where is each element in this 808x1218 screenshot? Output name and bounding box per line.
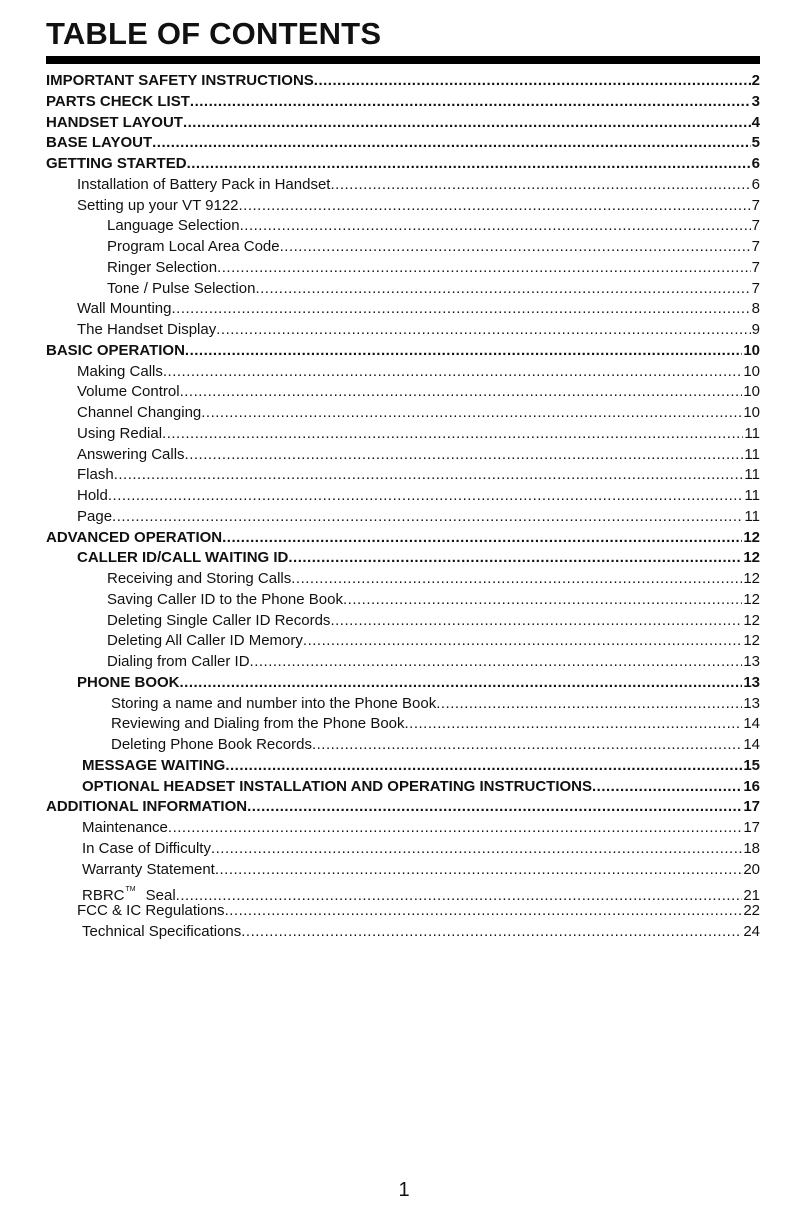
toc-entry-page: 11 xyxy=(744,424,760,442)
toc-entry[interactable] xyxy=(46,860,760,881)
toc-entry[interactable] xyxy=(46,424,760,445)
toc-entry-page: 7 xyxy=(751,258,760,276)
toc-entry-label: Setting up your VT 9122 xyxy=(77,196,239,214)
toc-entry-page: 12 xyxy=(743,570,760,587)
toc-entry[interactable] xyxy=(46,403,760,424)
toc-entry-page: 10 xyxy=(743,404,760,421)
toc-entry-label: Ringer Selection xyxy=(107,258,218,276)
dot-leader xyxy=(280,237,751,258)
toc-entry[interactable] xyxy=(46,673,760,694)
toc-entry-page: 2 xyxy=(751,72,760,89)
toc-entry-page: 6 xyxy=(751,155,760,172)
toc-entry-page: 3 xyxy=(751,92,760,110)
toc-entry-label: Receiving and Storing Calls xyxy=(107,570,292,587)
toc-entry-page: 10 xyxy=(743,341,760,359)
dot-leader xyxy=(405,714,743,735)
dot-leader xyxy=(225,901,743,922)
toc-entry-label: HANDSET LAYOUT xyxy=(46,113,183,131)
toc-entry-label: Program Local Area Code xyxy=(107,238,280,255)
dot-leader xyxy=(108,486,744,507)
toc-entry-label: Tone / Pulse Selection xyxy=(107,279,256,297)
dot-leader xyxy=(180,382,743,403)
toc-entry-page: 11 xyxy=(744,445,760,463)
dot-leader xyxy=(225,756,742,777)
toc-entry-page: 7 xyxy=(751,238,760,255)
dot-leader xyxy=(168,818,742,839)
toc-entry-page: 9 xyxy=(751,321,760,338)
toc-entry[interactable] xyxy=(46,320,760,341)
toc-entry[interactable] xyxy=(46,880,760,901)
toc-entry[interactable] xyxy=(46,548,760,569)
dot-leader xyxy=(255,279,750,300)
dot-leader xyxy=(185,445,744,466)
toc-entry[interactable] xyxy=(46,258,760,279)
dot-leader xyxy=(190,92,751,113)
toc-entry-label: Flash xyxy=(77,466,114,484)
toc-entry-label: Channel Changing xyxy=(77,404,202,421)
toc-entry[interactable] xyxy=(46,694,760,715)
toc-entry[interactable] xyxy=(46,507,760,528)
toc-entry-page: 5 xyxy=(751,134,760,152)
toc-entry-page: 12 xyxy=(743,590,760,608)
toc-entry-page: 17 xyxy=(743,819,760,836)
dot-leader xyxy=(201,403,742,424)
toc-entry-page: 21 xyxy=(743,887,760,901)
toc-entry-label: Reviewing and Dialing from the Phone Book xyxy=(111,715,405,733)
toc-entry-label: Making Calls xyxy=(77,362,163,380)
toc-entry-label: Deleting Single Caller ID Records xyxy=(107,611,331,629)
toc-entry[interactable] xyxy=(46,922,760,943)
toc-entry-page: 24 xyxy=(743,922,760,940)
toc-entry[interactable] xyxy=(46,299,760,320)
page-number: 1 xyxy=(398,1179,410,1201)
toc-entry-page: 10 xyxy=(743,383,760,401)
dot-leader xyxy=(314,71,751,92)
dot-leader xyxy=(183,113,751,134)
toc-entry-label: OPTIONAL HEADSET INSTALLATION AND OPERATING INSTRUCTIONS xyxy=(82,777,592,795)
dot-leader xyxy=(288,548,742,569)
toc-entry-page: 11 xyxy=(744,507,760,525)
toc-entry[interactable] xyxy=(46,279,760,300)
toc-entry-page: 7 xyxy=(751,217,760,235)
dot-leader xyxy=(171,299,750,320)
toc-entry-label: BASIC OPERATION xyxy=(46,341,185,359)
toc-entry-page: 7 xyxy=(751,196,760,214)
toc-entry-page: 11 xyxy=(744,466,760,484)
toc-entry-page: 11 xyxy=(744,487,760,504)
dot-leader xyxy=(211,839,742,860)
dot-leader xyxy=(215,860,742,881)
toc-entry-label: Page xyxy=(77,507,113,525)
dot-leader xyxy=(343,590,742,611)
toc-entry-label: Saving Caller ID to the Phone Book xyxy=(107,590,343,608)
toc-entry[interactable] xyxy=(46,652,760,673)
toc-entry[interactable] xyxy=(46,237,760,258)
dot-leader xyxy=(176,886,743,901)
toc-entry[interactable] xyxy=(46,611,760,632)
toc-entry-label: Technical Specifications xyxy=(82,922,242,940)
trademark-mark: TM xyxy=(125,886,136,894)
toc-entry-page: 17 xyxy=(743,798,760,816)
toc-entry[interactable] xyxy=(46,175,760,196)
toc-entry[interactable] xyxy=(46,631,760,652)
toc-entry-page: 7 xyxy=(751,279,760,297)
toc-entry-label: GETTING STARTED xyxy=(46,155,187,172)
dot-leader xyxy=(303,631,742,652)
toc-entry-label: Dialing from Caller ID xyxy=(107,653,250,670)
toc-entry-page: 4 xyxy=(751,113,760,131)
dot-leader xyxy=(217,258,751,279)
dot-leader xyxy=(114,465,744,486)
dot-leader xyxy=(592,777,742,798)
toc-entry[interactable] xyxy=(46,569,760,590)
toc-entry[interactable] xyxy=(46,154,760,175)
toc-entry-page: 15 xyxy=(743,756,760,774)
toc-entry[interactable] xyxy=(46,901,760,922)
toc-entry-label: IMPORTANT SAFETY INSTRUCTIONS xyxy=(46,72,314,89)
toc-entry[interactable] xyxy=(46,362,760,383)
toc-entry-page: 10 xyxy=(743,362,760,380)
toc-entry[interactable] xyxy=(46,341,760,362)
toc-entry-label: MESSAGE WAITING xyxy=(82,756,226,774)
dot-leader xyxy=(163,362,742,383)
toc-entry[interactable] xyxy=(46,714,760,735)
page-title: TABLE OF CONTENTS xyxy=(46,16,382,51)
toc-entry-label: Wall Mounting xyxy=(77,300,172,318)
toc-entry[interactable] xyxy=(46,216,760,237)
toc-entry-label: ADDITIONAL INFORMATION xyxy=(46,798,248,816)
table-of-contents xyxy=(46,71,760,943)
toc-entry-label: Hold xyxy=(77,487,108,504)
toc-entry-label: Deleting Phone Book Records xyxy=(111,736,312,753)
toc-entry[interactable] xyxy=(46,818,760,839)
toc-entry-label: Warranty Statement xyxy=(82,860,215,878)
toc-entry-label: Installation of Battery Pack in Handset xyxy=(77,175,331,193)
toc-entry-label: BASE LAYOUT xyxy=(46,134,153,152)
toc-entry-label: Maintenance xyxy=(82,819,168,836)
dot-leader xyxy=(187,154,751,175)
toc-entry-page: 13 xyxy=(743,653,760,670)
dot-leader xyxy=(291,569,742,590)
toc-entry-page: 12 xyxy=(743,549,760,567)
toc-entry[interactable] xyxy=(46,797,760,818)
dot-leader xyxy=(222,528,742,549)
dot-leader xyxy=(240,216,751,237)
toc-entry-label: RBRC™ Seal xyxy=(82,886,176,901)
dot-leader xyxy=(180,673,743,694)
toc-entry-page: 12 xyxy=(743,632,760,650)
toc-entry[interactable] xyxy=(46,445,760,466)
toc-entry[interactable] xyxy=(46,196,760,217)
toc-entry[interactable] xyxy=(46,92,760,113)
toc-entry-page: 13 xyxy=(743,694,760,712)
toc-entry[interactable] xyxy=(46,590,760,611)
toc-entry-page: 14 xyxy=(743,736,760,753)
dot-leader xyxy=(250,652,743,673)
toc-entry-page: 6 xyxy=(751,175,760,193)
toc-entry-label: CALLER ID/CALL WAITING ID xyxy=(77,549,289,567)
dot-leader xyxy=(436,694,742,715)
toc-entry-page: 18 xyxy=(743,839,760,857)
toc-entry-label: PHONE BOOK xyxy=(77,673,180,691)
toc-entry[interactable] xyxy=(46,756,760,777)
dot-leader xyxy=(330,611,742,632)
toc-entry-label: ADVANCED OPERATION xyxy=(46,528,223,546)
toc-entry[interactable] xyxy=(46,465,760,486)
toc-entry-label: Deleting All Caller ID Memory xyxy=(107,632,303,650)
toc-entry-page: 16 xyxy=(743,777,760,795)
toc-entry-page: 12 xyxy=(743,528,760,546)
dot-leader xyxy=(241,922,742,943)
toc-entry-label: The Handset Display xyxy=(77,321,217,338)
toc-entry-label: In Case of Difficulty xyxy=(82,839,211,857)
toc-entry-label: Storing a name and number into the Phone Book xyxy=(111,694,437,712)
dot-leader xyxy=(330,175,750,196)
toc-entry-page: 22 xyxy=(743,902,760,919)
toc-entry-label: FCC & IC Regulations xyxy=(77,902,225,919)
dot-leader xyxy=(162,424,743,445)
toc-entry-label: Answering Calls xyxy=(77,445,185,463)
toc-entry-page: 8 xyxy=(751,300,760,318)
toc-entry[interactable] xyxy=(46,382,760,403)
toc-entry-page: 13 xyxy=(743,673,760,691)
toc-entry-page: 12 xyxy=(743,611,760,629)
toc-entry[interactable] xyxy=(46,735,760,756)
toc-entry-label: Using Redial xyxy=(77,424,163,442)
toc-entry-page: 14 xyxy=(743,715,760,733)
toc-entry[interactable] xyxy=(46,777,760,798)
dot-leader xyxy=(239,196,751,217)
toc-entry-label: Language Selection xyxy=(107,217,240,235)
toc-entry[interactable] xyxy=(46,839,760,860)
toc-entry[interactable] xyxy=(46,133,760,154)
title-rule xyxy=(46,56,760,64)
dot-leader xyxy=(152,133,751,154)
dot-leader xyxy=(185,341,742,362)
toc-entry-label: PARTS CHECK LIST xyxy=(46,92,190,110)
toc-entry[interactable] xyxy=(46,528,760,549)
toc-entry-label: Volume Control xyxy=(77,383,180,401)
dot-leader xyxy=(112,507,743,528)
dot-leader xyxy=(247,797,742,818)
dot-leader xyxy=(216,320,750,341)
toc-entry[interactable] xyxy=(46,486,760,507)
toc-entry[interactable] xyxy=(46,113,760,134)
toc-entry-page: 20 xyxy=(743,860,760,878)
dot-leader xyxy=(312,735,742,756)
toc-entry[interactable] xyxy=(46,71,760,92)
